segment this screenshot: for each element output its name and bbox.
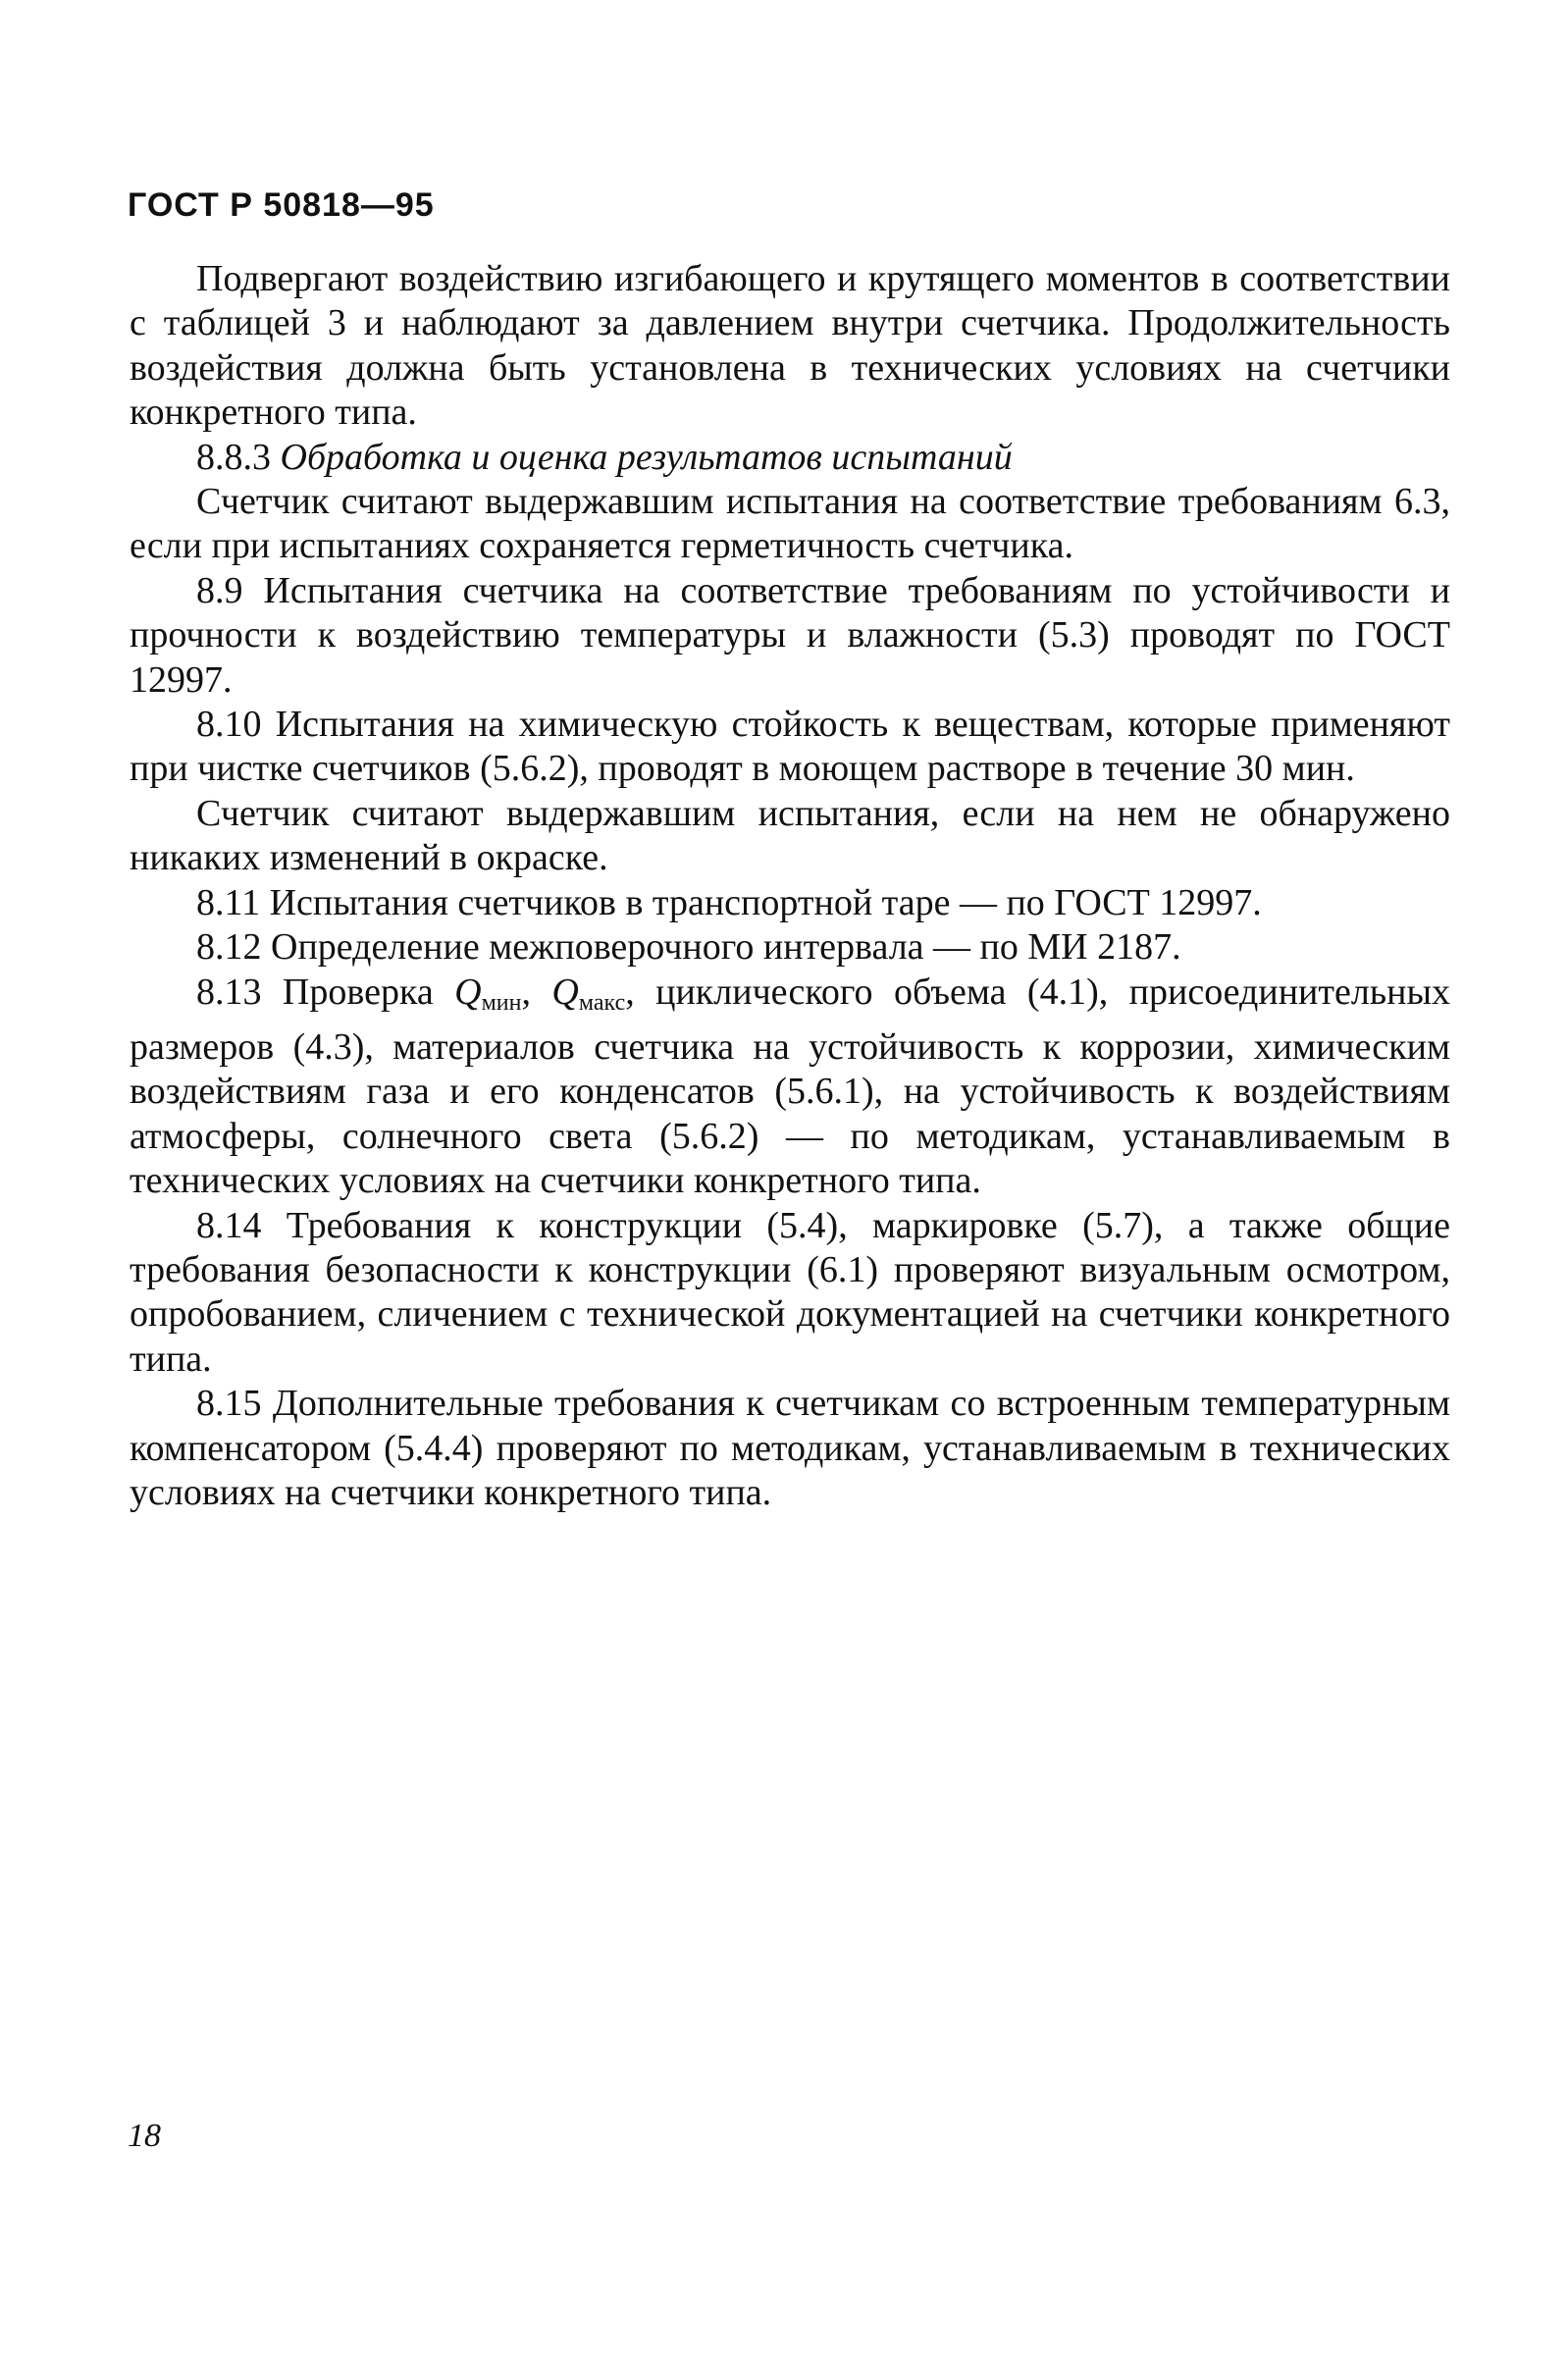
paragraph-load-test: Подвергают воздействию изгибающего и крутящего моментов в соответствии с таблицей 3 и наблюдают за давлением внутри счетчика. Продолжительность воздействия должна быть установлена в технических условиях на счетчики конкретного типа. — [130, 258, 1450, 434]
p813-lead: 8.13 Проверка — [196, 971, 455, 1013]
p813-body: , циклического объема (4.1), присоединительных размеров (4.3), материалов счетчика на устойчивость к коррозии, химическим воздействиям газа и его конденсатов (5.6.1), на устойчивость к воздействиям атмосферы, солнечного света (5.6.2) — по методикам, устанавливаемым в технических условиях на счетчики конкретного типа. — [130, 971, 1450, 1202]
section-number: 8.8.3 — [196, 436, 281, 478]
q-symbol-max: Q — [551, 971, 579, 1013]
paragraph-8-10: 8.10 Испытания на химическую стойкость к веществам, которые применяют при чистке счетчиков (5.6.2), проводят в моющем растворе в течение 30 мин. — [130, 704, 1450, 790]
section-heading-8-8-3 — [130, 436, 1450, 480]
p813-separator: , — [521, 971, 552, 1013]
paragraph-8-12: 8.12 Определение межповерочного интервала — по МИ 2187. — [196, 926, 1181, 969]
paragraph-tightness: Счетчик считают выдержавшим испытания на соответствие требованиям 6.3, если при испытаниях сохраняется герметичность счетчика. — [130, 481, 1450, 567]
paragraph-coloring: Счетчик считают выдержавшим испытания, если на нем не обнаружено никаких изменений в окраске. — [130, 792, 1450, 879]
standard-header: ГОСТ Р 50818—95 — [128, 186, 435, 224]
q-symbol-min: Q — [454, 971, 482, 1013]
paragraph-8-13 — [130, 971, 1450, 1204]
subscript-max: макс — [578, 989, 626, 1016]
document-body — [130, 257, 1450, 1515]
paragraph-8-15: 8.15 Дополнительные требования к счетчикам со встроенным температурным компенсатором (5.4.4) проверяют по методикам, устанавливаемым в технических условиях на счетчики конкретного типа. — [130, 1383, 1450, 1513]
section-title: Обработка и оценка результатов испытаний — [280, 436, 1013, 478]
paragraph-8-9: 8.9 Испытания счетчика на соответствие требованиям по устойчивости и прочности к воздействию температуры и влажности (5.3) проводят по ГОСТ 12997. — [130, 569, 1450, 701]
paragraph-8-14: 8.14 Требования к конструкции (5.4), маркировке (5.7), а также общие требования безопасности к конструкции (6.1) проверяют визуальным осмотром, опробованием, сличением с технической документацией на счетчики конкретного типа. — [130, 1204, 1450, 1380]
subscript-min: мин — [481, 989, 522, 1016]
page-number: 18 — [128, 2118, 161, 2154]
paragraph-8-11: 8.11 Испытания счетчиков в транспортной таре — по ГОСТ 12997. — [196, 881, 1262, 923]
